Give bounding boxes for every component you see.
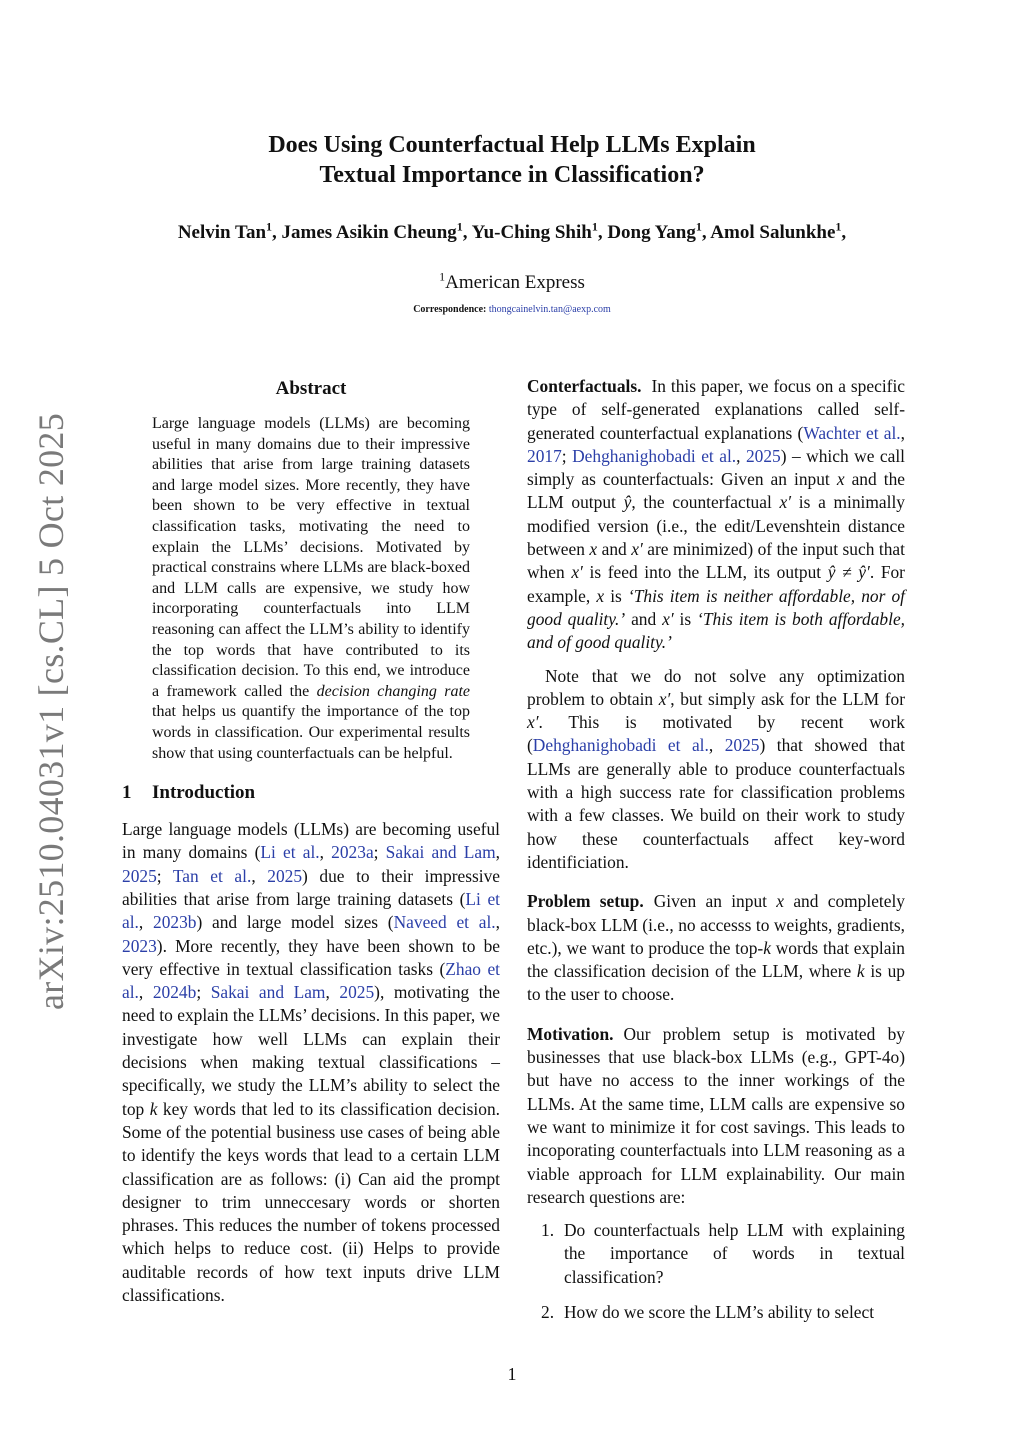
list-number: 2. [541, 1301, 555, 1322]
author-affiliation-mark: 1 [266, 219, 273, 234]
note-paragraph: Note that we do not solve any optimization problem to obtain x′, but simply ask for the LLM for x′. This is motivated by recent work (Dehghanighobadi et al., 2025) that showed that LLMs are generally able to produce counterfactuals with a high success rate for classification problems with a few classes. We build on their work to study how these counterfactuals affect key-word identificiation. [527, 665, 906, 872]
math-symbol: k [856, 961, 865, 982]
affiliation [0, 270, 1024, 296]
correspondence [0, 304, 1024, 315]
math-symbol: x [776, 891, 785, 912]
citation-link[interactable]: 2023 [122, 935, 157, 956]
research-question-text: How do we score the LLM’s ability to select [564, 1301, 875, 1322]
math-symbol: x [596, 585, 605, 606]
affiliation-name: American Express [445, 272, 585, 293]
citation-link[interactable]: Wachter et al. [803, 422, 901, 443]
title-line-2: Textual Importance in Classification? [319, 162, 705, 188]
math-symbol: ŷ ≠ ŷ′ [827, 562, 870, 583]
citation-link[interactable]: Zhao et al. [122, 958, 500, 1003]
arxiv-stamp: arXiv:2510.04031v1 [cs.CL] 5 Oct 2025 [31, 412, 71, 1010]
research-questions-list [527, 1219, 905, 1324]
citation-link[interactable]: Li et al. [122, 888, 501, 933]
author-list: Nelvin Tan$^1$, James Asikin Cheung$^1$, Yu-Ching Shih$^1$, Dong Yang$^1$, Amol Salunkhe$^1$, [177, 219, 847, 243]
citation-link[interactable]: Sakai and Lam [385, 842, 496, 863]
problem-setup-paragraph: Problem setup. Given an input x and completely black-box LLM (i.e., no accesss to weights, gradients, etc.), we want to produce the top-k words that explain the classification decision of the LLM, where k is up to the user to choose. [527, 891, 905, 1005]
math-symbol: x′ [631, 539, 643, 560]
affiliation-mark: 1 [439, 269, 446, 284]
math-symbol: k [763, 937, 771, 958]
citation-link[interactable]: 2025 [724, 735, 760, 756]
math-symbol: x′ [779, 492, 792, 513]
math-symbol: x′ [662, 608, 674, 629]
author-name: Yu-Ching Shih [471, 222, 592, 243]
citation-link[interactable]: Dehghanighobadi et al. [532, 735, 709, 756]
paragraph-run-in-heading: Conterfactuals. [527, 376, 642, 396]
abstract-body [152, 414, 470, 764]
title-line-1: Does Using Counterfactual Help LLMs Explain [268, 132, 756, 158]
paper-title [0, 130, 1024, 190]
citation-link[interactable]: 2017 [527, 445, 562, 466]
math-symbol: x′ [527, 712, 539, 733]
author-affiliation-mark: 1 [456, 219, 463, 234]
math-symbol: k [149, 1098, 158, 1119]
example-quote: ‘This item is neither affordable, nor of good quality.’ [527, 585, 905, 629]
citation-link[interactable]: 2025 [745, 445, 781, 466]
math-symbol: x [836, 469, 845, 490]
research-question-text: Do counterfactuals help LLM with explaining the importance of words in textual classification? [564, 1220, 905, 1287]
motivation-paragraph: Motivation. Our problem setup is motivated by businesses that use black-box LLMs (e.g., GPT-4o) but have no access to the inner workings of the LLMs. At the same time, LLM calls are expensive so we want to minimize it for cost savings. This leads to incoporating counterfactuals into LLM reasoning as a viable approach for LLM explainability. Our main research questions are: [527, 1023, 905, 1207]
paragraph-run-in-heading: Problem setup. [527, 891, 644, 912]
counterfactuals-paragraph: Conterfactuals. In this paper, we focus on a specific type of self-generated explanations called self-generated counterfactual explanations (Wachter et al., 2017; Dehghanighobadi et al., 2025) – which we call simply as counterfactuals: Given an input x and the LLM output ŷ, the counterfactual x′ is a minimally modified version (i.e., the edit/Levenshtein distance between x and x′ are minimized) of the input such that when x′ is feed into the LLM, its output ŷ ≠ ŷ′. For example, x is ‘This item is neither affordable, nor of good quality.’ and x′ is ‘This item is both affordable, and of good quality.’ [527, 376, 906, 653]
author-name: James Asikin Cheung [281, 222, 457, 243]
author-affiliation-mark: 1 [591, 219, 598, 234]
correspondence-email-link[interactable]: thongcainelvin.tan@aexp.com [488, 304, 611, 315]
paragraph-run-in-heading: Motivation. [527, 1023, 614, 1044]
citation-link[interactable]: 2023b [153, 912, 197, 933]
abstract-emphasis: decision changing rate [316, 682, 471, 700]
citation-link[interactable]: 2025 [267, 865, 303, 886]
citation-link[interactable]: 2023a [331, 842, 374, 863]
citation-link[interactable]: 2025 [339, 982, 375, 1003]
list-number: 1. [541, 1220, 555, 1241]
section-title: Introduction [152, 782, 256, 804]
left-column [122, 375, 500, 1317]
citation-link[interactable]: 2024b [152, 982, 197, 1003]
abstract-heading: Abstract [275, 378, 347, 399]
citation-link[interactable]: 2025 [122, 865, 157, 886]
author-name: Dong Yang [607, 222, 696, 243]
right-column [527, 375, 905, 1336]
section-number: 1 [122, 782, 132, 804]
correspondence-label: Correspondence: [413, 304, 487, 315]
citation-link[interactable]: Li et al. [260, 842, 320, 863]
section-heading-introduction [122, 782, 500, 804]
citation-link[interactable]: Tan et al. [172, 865, 252, 886]
page-number: 1 [507, 1364, 517, 1384]
research-question-item [527, 1301, 905, 1324]
citation-link[interactable]: Dehghanighobadi et al. [572, 445, 737, 466]
example-quote: ‘This item is both affordable, and of good quality.’ [527, 608, 906, 653]
citation-link[interactable]: Sakai and Lam [210, 982, 326, 1003]
intro-paragraph: Large language models (LLMs) are becoming useful in many domains (Li et al., 2023a; Sakai and Lam, 2025; Tan et al., 2025) due to their impressive abilities that arise from large training datasets (Li et al., 2023b) and large model sizes (Naveed et al., 2023). More recently, they have been shown to be very effective in textual classification tasks (Zhao et al., 2024b; Sakai and Lam, 2025), motivating the need to explain the LLMs’ decisions. In this paper, we investigate how well LLMs can explain their decisions when making textual classifications – specifically, we study the LLM’s ability to select the top k key words that led to its classification decision. Some of the potential business use cases of being able to identify the keys words that lead to a certain LLM classification are as follows: (i) Can aid the prompt designer to trim unneccesary words or shorten phrases. This reduces the number of tokens processed which helps to reduce cost. (ii) Helps to provide auditable records of how text inputs drive LLM classifications. [122, 819, 501, 1306]
math-symbol: x [589, 539, 598, 560]
author-affiliation-mark: 1 [835, 219, 842, 234]
math-symbol: ŷ [623, 492, 632, 513]
abstract-text-1: Large language models (LLMs) are becoming useful in many domains due to their impressive abilities that arise from large training datasets and large model sizes. More recently, they have been shown to be very effective in textual classification tasks, motivating the need to explain the LLMs’ decisions. Motivated by practical constrains where LLMs are black-boxed and LLM calls are expensive, we study how incorporating counterfactuals into LLM reasoning can affect the LLM’s ability to identify the top words that have contributed to its classification decision. To this end, we introduce a framework called the [152, 415, 470, 700]
math-symbol: x′ [571, 562, 583, 583]
author-name: Amol Salunkhe [710, 222, 836, 243]
abstract-text-2: that helps us quantify the importance of the top words in classification. Our experimental results show that using counterfactuals can be helpful. [152, 703, 470, 762]
citation-link[interactable]: Naveed et al. [393, 912, 496, 933]
math-symbol: x′ [658, 688, 671, 709]
research-question-item [527, 1219, 905, 1289]
author-name: Nelvin Tan [177, 222, 267, 243]
author-affiliation-mark: 1 [695, 219, 702, 234]
